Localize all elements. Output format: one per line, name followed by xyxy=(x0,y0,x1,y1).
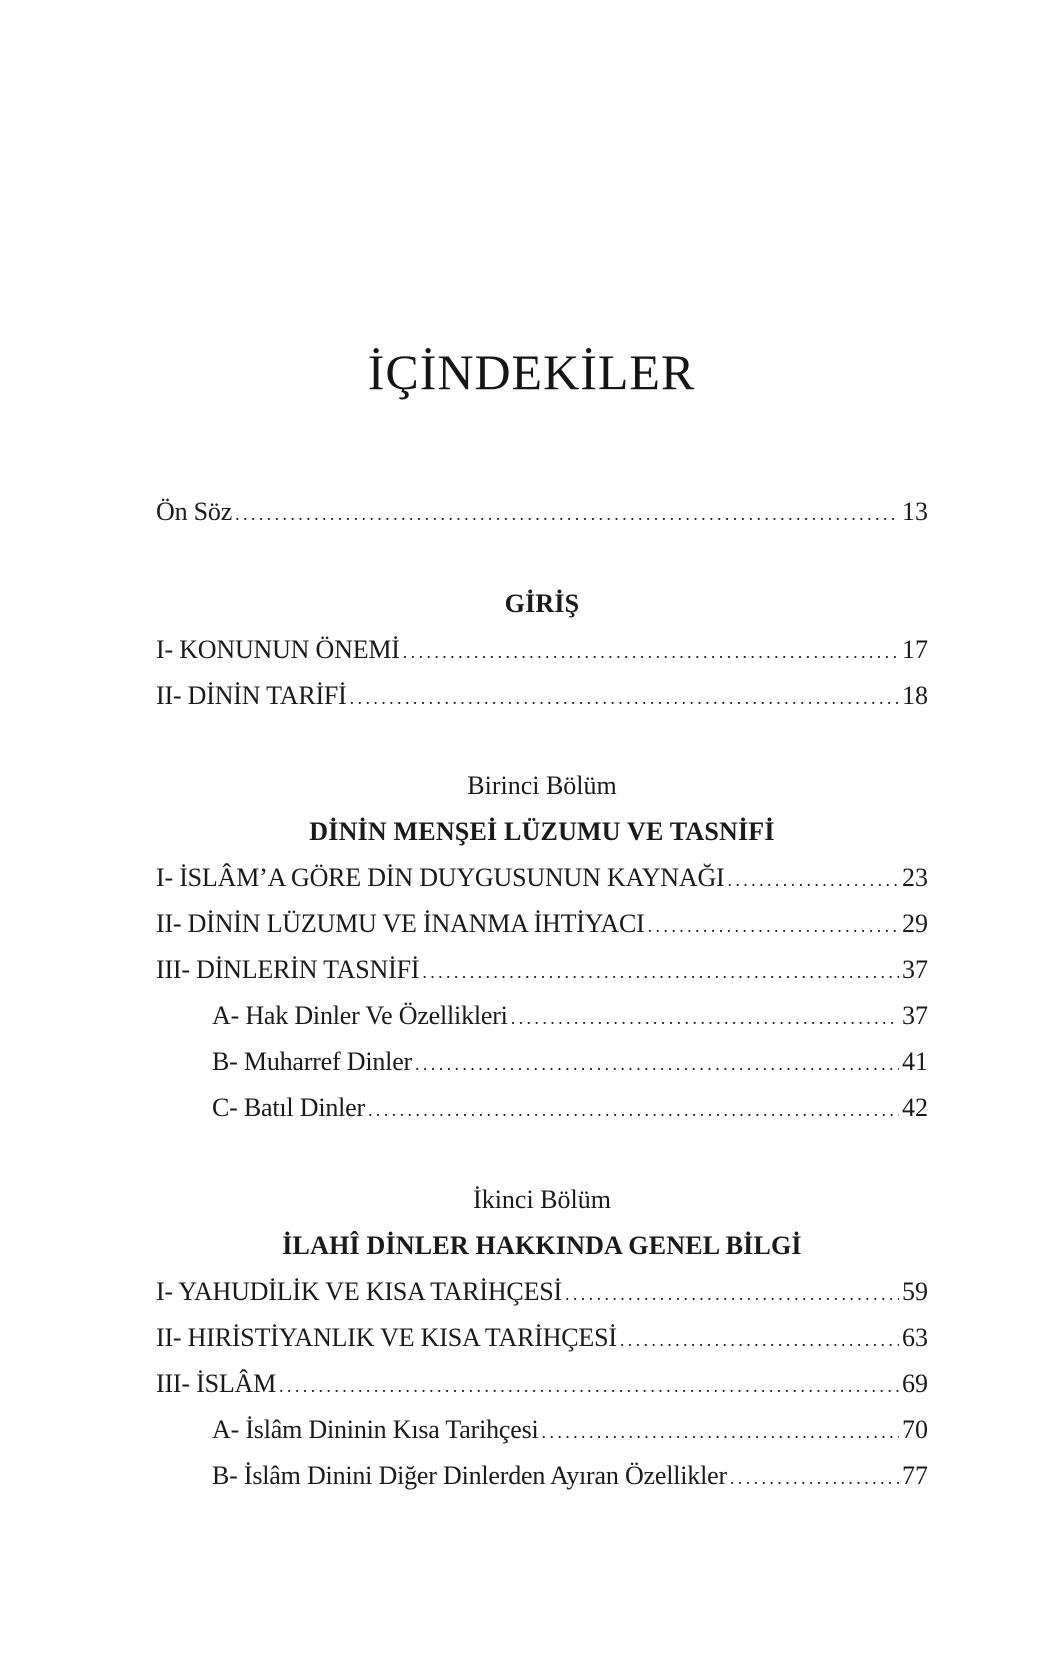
toc-subentry[interactable] xyxy=(212,994,928,1038)
toc-entry-label: Ön Söz xyxy=(156,497,233,526)
dot-leader xyxy=(727,858,899,902)
dot-leader xyxy=(350,676,899,720)
page-title: İÇİNDEKİLER xyxy=(367,344,696,400)
toc-entry-label: II- DİNİN LÜZUMU VE İNANMA İHTİYACI xyxy=(156,909,645,938)
toc-entry-label: B- Muharref Dinler xyxy=(212,1047,412,1076)
section-heading-intro: GİRİŞ xyxy=(504,589,580,618)
toc-entry-label: III- İSLÂM xyxy=(156,1369,277,1398)
toc-entry-label: I- KONUNUN ÖNEMİ xyxy=(156,635,400,664)
toc-entry-page: 69 xyxy=(902,1369,928,1398)
toc-subentry[interactable] xyxy=(212,1454,928,1498)
toc-entry-label: C- Batıl Dinler xyxy=(212,1093,365,1122)
toc-entry-page: 37 xyxy=(902,1001,928,1030)
toc-entry-page: 37 xyxy=(902,955,928,984)
dot-leader xyxy=(368,1088,899,1132)
toc-entry-preface[interactable] xyxy=(156,490,928,534)
part-subtitle-2: İkinci Bölüm xyxy=(473,1185,611,1214)
toc-entry-label: II- HIRİSTİYANLIK VE KISA TARİHÇESİ xyxy=(156,1323,617,1352)
toc-entry-page: 41 xyxy=(902,1047,928,1076)
dot-leader xyxy=(542,1410,899,1454)
toc-entry-label: A- İslâm Dininin Kısa Tarihçesi xyxy=(212,1415,539,1444)
toc-entry[interactable] xyxy=(156,1316,928,1360)
toc-entry-label: I- İSLÂM’A GÖRE DİN DUYGUSUNUN KAYNAĞI xyxy=(156,863,725,892)
toc-entry-page: 42 xyxy=(902,1093,928,1122)
part-subtitle-1: Birinci Bölüm xyxy=(467,771,617,800)
dot-leader xyxy=(730,1456,899,1500)
toc-entry[interactable] xyxy=(156,902,928,946)
toc-entry[interactable] xyxy=(156,628,928,672)
toc-entry-label: B- İslâm Dinini Diğer Dinlerden Ayıran Özellikler xyxy=(212,1461,727,1490)
toc-entry-page: 17 xyxy=(902,635,928,664)
dot-leader xyxy=(279,1364,899,1408)
dot-leader xyxy=(565,1272,899,1316)
toc-entry-label: I- YAHUDİLİK VE KISA TARİHÇESİ xyxy=(156,1277,562,1306)
dot-leader xyxy=(422,950,899,994)
toc-entry-page: 77 xyxy=(902,1461,928,1490)
toc-subentry[interactable] xyxy=(212,1040,928,1084)
dot-leader xyxy=(403,630,899,674)
toc-subentry[interactable] xyxy=(212,1408,928,1452)
dot-leader xyxy=(511,996,899,1040)
toc-entry[interactable] xyxy=(156,856,928,900)
part-heading-2: İLAHÎ DİNLER HAKKINDA GENEL BİLGİ xyxy=(282,1231,802,1260)
toc-subentry[interactable] xyxy=(212,1086,928,1130)
dot-leader xyxy=(620,1318,899,1362)
toc-entry-page: 13 xyxy=(902,497,928,526)
toc-entry-label: A- Hak Dinler Ve Özellikleri xyxy=(212,1001,508,1030)
toc-entry-page: 63 xyxy=(902,1323,928,1352)
dot-leader xyxy=(415,1042,899,1086)
toc-entry-page: 70 xyxy=(902,1415,928,1444)
dot-leader xyxy=(648,904,899,948)
toc-entry-page: 59 xyxy=(902,1277,928,1306)
toc-entry[interactable] xyxy=(156,948,928,992)
toc-entry[interactable] xyxy=(156,1270,928,1314)
toc-entry-label: III- DİNLERİN TASNİFİ xyxy=(156,955,420,984)
dot-leader xyxy=(235,492,899,536)
toc-entry-page: 18 xyxy=(902,681,928,710)
toc-entry[interactable] xyxy=(156,1362,928,1406)
toc-entry-page: 23 xyxy=(902,863,928,892)
part-heading-1: DİNİN MENŞEİ LÜZUMU VE TASNİFİ xyxy=(309,817,775,846)
toc-entry-page: 29 xyxy=(902,909,928,938)
toc-entry[interactable] xyxy=(156,674,928,718)
toc-entry-label: II- DİNİN TARİFİ xyxy=(156,681,347,710)
